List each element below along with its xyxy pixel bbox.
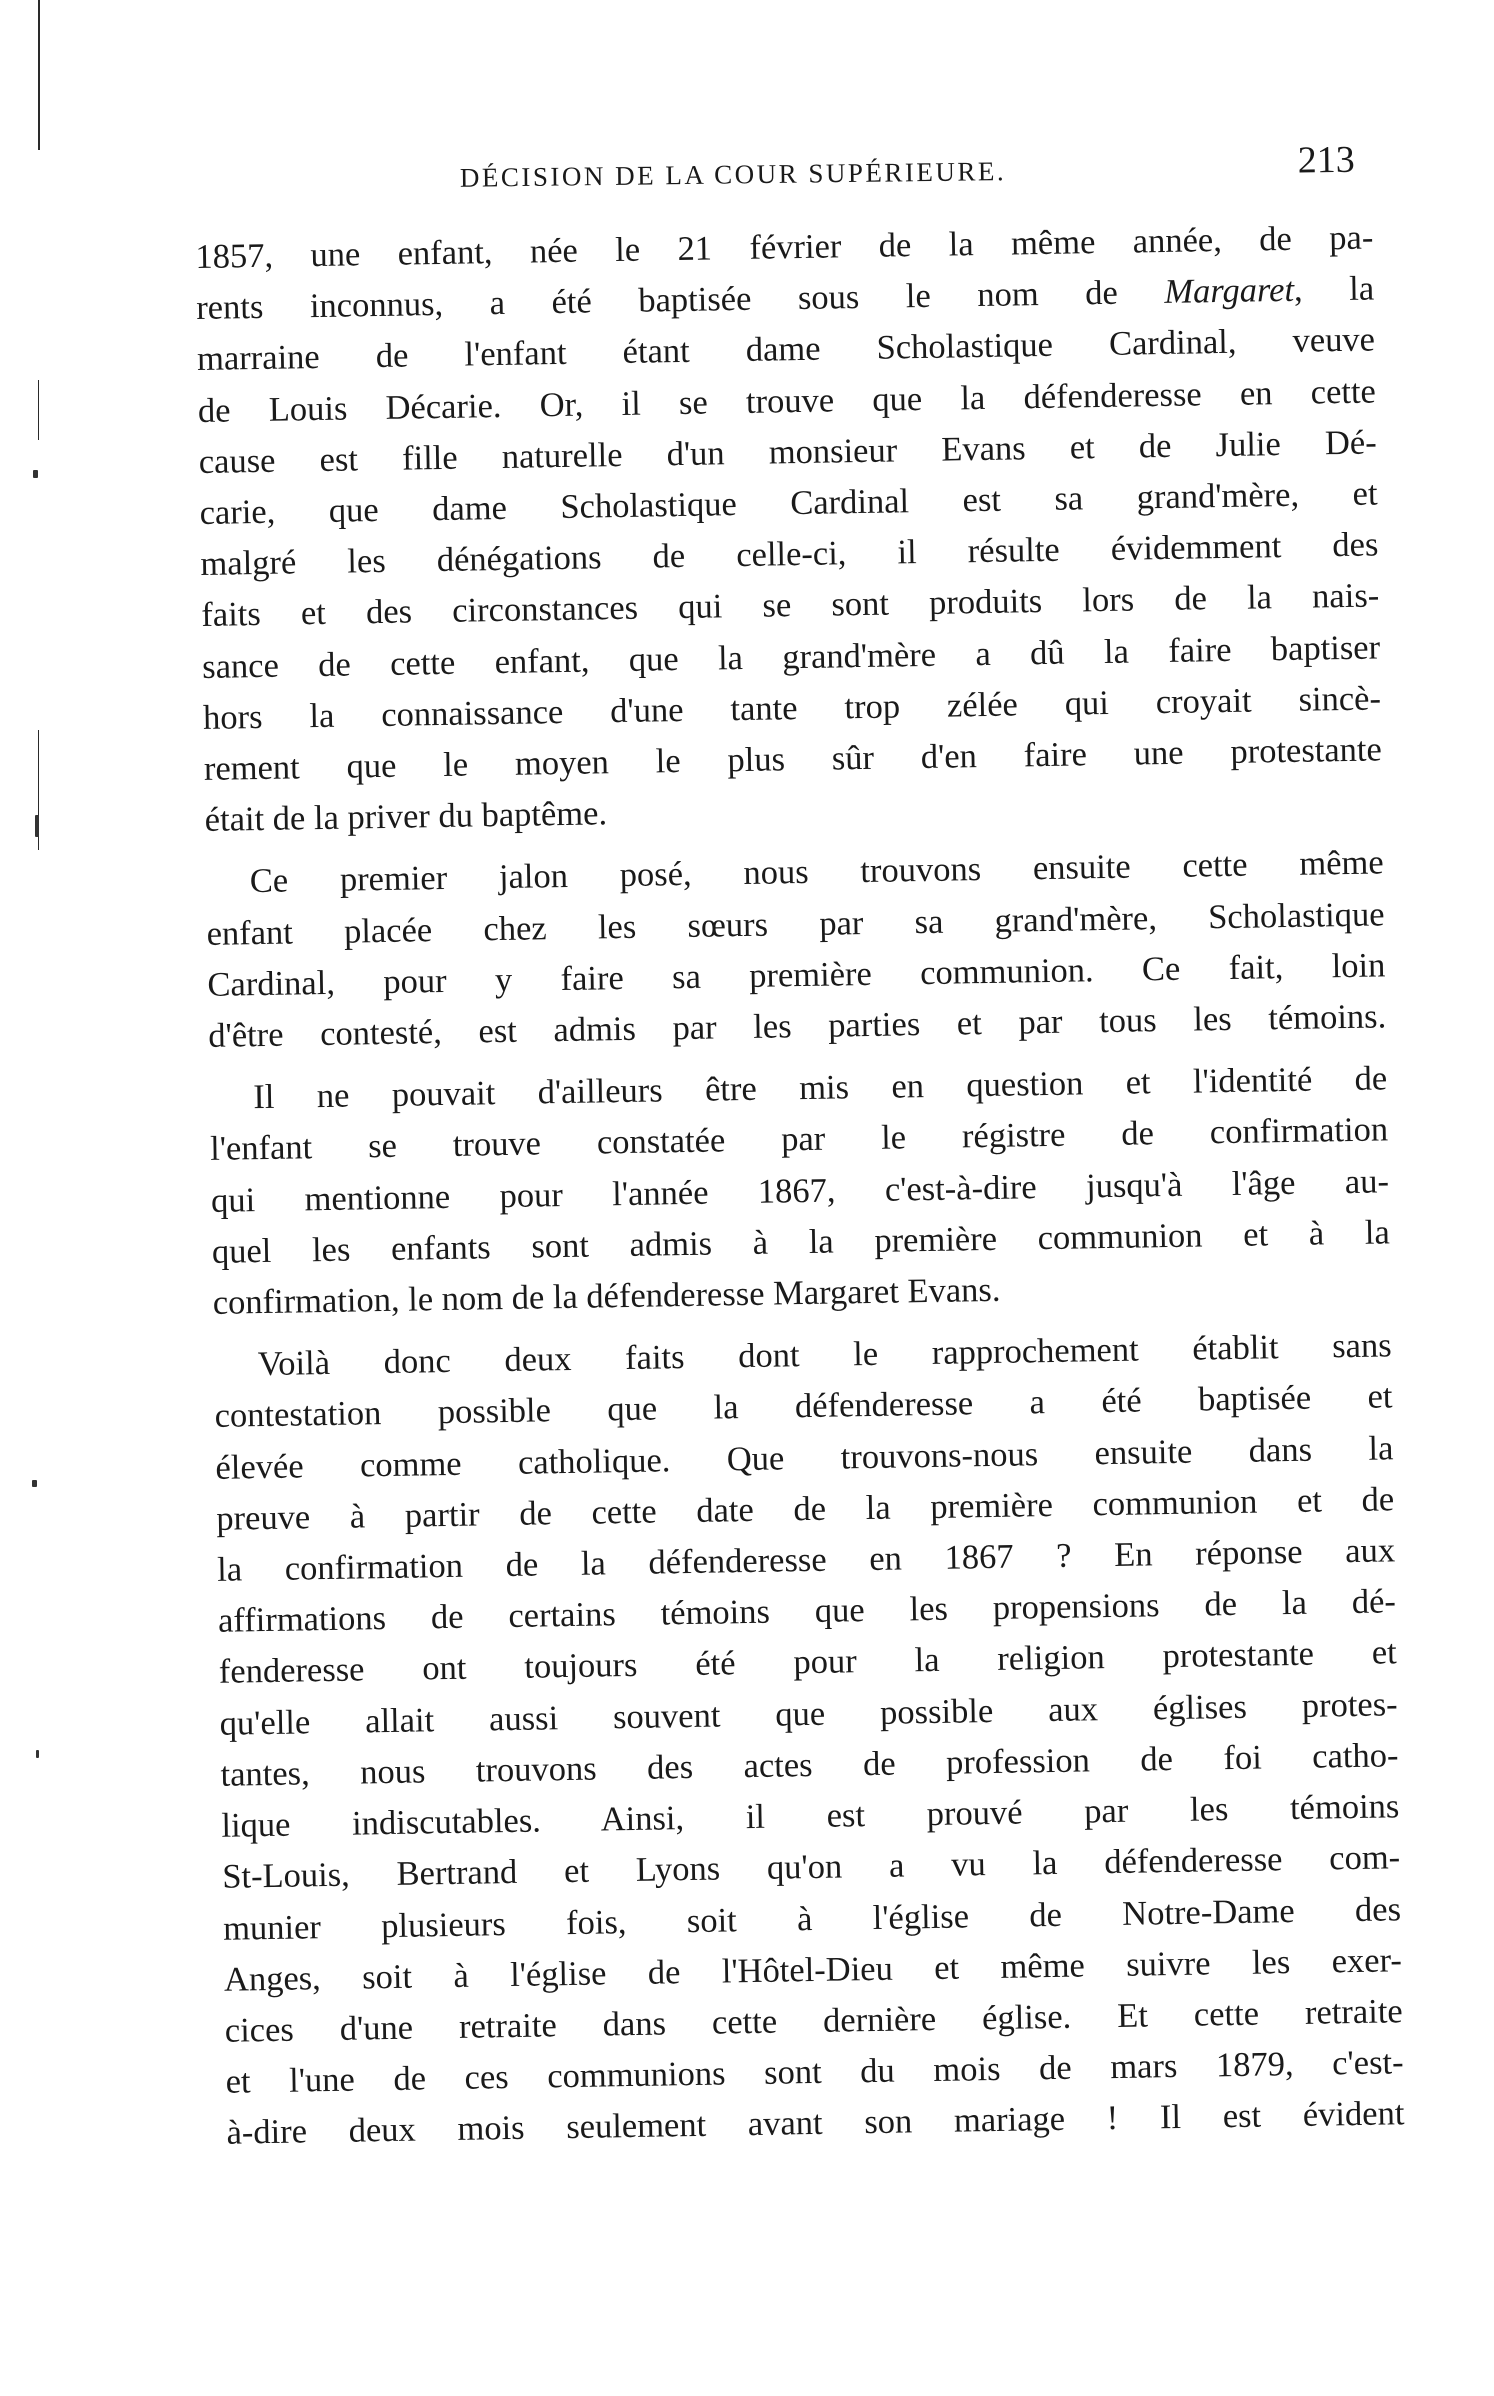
text-line: était de la priver du baptême. — [204, 794, 608, 840]
text-line: munier plusieurs fois, soit à l'église de Notre-Dame des — [222, 1889, 1402, 1948]
paragraph — [209, 1054, 1391, 1330]
scan-speck — [36, 1750, 39, 1758]
text-line: à-dire deux mois seulement avant son mariage ! Il est évident — [226, 2094, 1405, 2153]
text-line: Cardinal, pour y faire sa première communion. Ce fait, loin — [207, 946, 1386, 1004]
paragraph — [195, 212, 1383, 846]
text-line: affirmations de certains témoins que les propensions de la dé- — [217, 1582, 1397, 1641]
scan-speck — [32, 1480, 37, 1487]
text-line: de Louis Décarie. Or, il se trouve que la défenderesse en cette — [197, 372, 1377, 430]
text-line: cices d'une retraite dans cette dernière église. Et cette retraite — [224, 1992, 1403, 2050]
scan-edge-line — [38, 0, 40, 150]
text-line: cause est fille naturelle d'un monsieur Evans et de Julie Dé- — [198, 423, 1377, 481]
text-line: l'enfant se trouve constatée par le régistre de confirmation — [209, 1110, 1389, 1169]
text-line: carie, que dame Scholastique Cardinal est sa grand'mère, et — [199, 474, 1378, 532]
paragraph — [213, 1321, 1404, 2160]
text-line: qui mentionne pour l'année 1867, c'est-à-dire jusqu'à l'âge au- — [210, 1161, 1390, 1220]
body-text — [195, 212, 1405, 2159]
text-line: d'être contesté, est admis par les parties et par tous les témoins. — [208, 997, 1387, 1055]
text-line: confirmation, le nom de la défenderesse Margaret Evans. — [212, 1270, 1001, 1322]
page-header — [195, 138, 1376, 210]
text-line: Anges, soit à l'église de l'Hôtel-Dieu et même suivre les exer- — [223, 1940, 1403, 1999]
text-line: enfant placée chez les sœurs par sa grand'mère, Scholastique — [206, 895, 1385, 953]
text-line: hors la connaissance d'une tante trop zélée qui croyait sincè- — [202, 679, 1382, 737]
scan-speck — [33, 470, 38, 478]
text-line: lique indiscutables. Ainsi, il est prouvé par les témoins — [221, 1787, 1400, 1845]
text-line: Il ne pouvait d'ailleurs être mis en question et l'identité de — [253, 1059, 1388, 1117]
text-line: contestation possible que la défenderesse a été baptisée et — [214, 1377, 1393, 1436]
text-line: la confirmation de la défenderesse en 1867 ? En réponse aux — [216, 1531, 1396, 1589]
text-line: rents inconnus, a été baptisée sous le nom de Margaret, la — [195, 269, 1375, 328]
text-line: quel les enfants sont admis à la première communion et à la — [211, 1213, 1391, 1271]
scan-edge-line — [38, 380, 39, 440]
text-line: malgré les dénégations de celle-ci, il résulte évidemment des — [200, 525, 1379, 584]
text-line: élevée comme catholique. Que trouvons-nous ensuite dans la — [215, 1428, 1394, 1487]
text-line: St-Louis, Bertrand et Lyons qu'on a vu la défenderesse com- — [221, 1838, 1401, 1897]
running-head: DÉCISION DE LA COUR SUPÉRIEURE. — [459, 156, 1007, 193]
text-line: tantes, nous trouvons des actes de profession de foi catho- — [220, 1736, 1399, 1794]
text-line: qu'elle allait aussi souvent que possible aux églises protes- — [219, 1684, 1398, 1743]
text-line: Voilà donc deux faits dont le rapprochement établit sans — [257, 1326, 1392, 1384]
text-line: faits et des circonstances qui se sont produits lors de la nais- — [201, 576, 1380, 635]
text-line: 1857, une enfant, née le 21 février de la même année, de pa- — [195, 218, 1374, 276]
text-line: sance de cette enfant, que la grand'mère a dû la faire baptiser — [201, 628, 1381, 686]
scan-speck — [35, 815, 39, 837]
text-line: preuve à partir de cette date de la première communion et de — [216, 1480, 1395, 1538]
text-line: marraine de l'enfant étant dame Scholastique Cardinal, veuve — [196, 320, 1376, 379]
text-line: fenderesse ont toujours été pour la religion protestante et — [218, 1633, 1398, 1692]
text-line: Ce premier jalon posé, nous trouvons ensuite cette même — [249, 843, 1384, 901]
page-number: 213 — [1297, 138, 1356, 182]
text-line: rement que le moyen le plus sûr d'en faire une protestante — [203, 730, 1383, 788]
paragraph — [205, 838, 1386, 1062]
text-line: et l'une de ces communions sont du mois de mars 1879, c'est- — [225, 2043, 1404, 2101]
